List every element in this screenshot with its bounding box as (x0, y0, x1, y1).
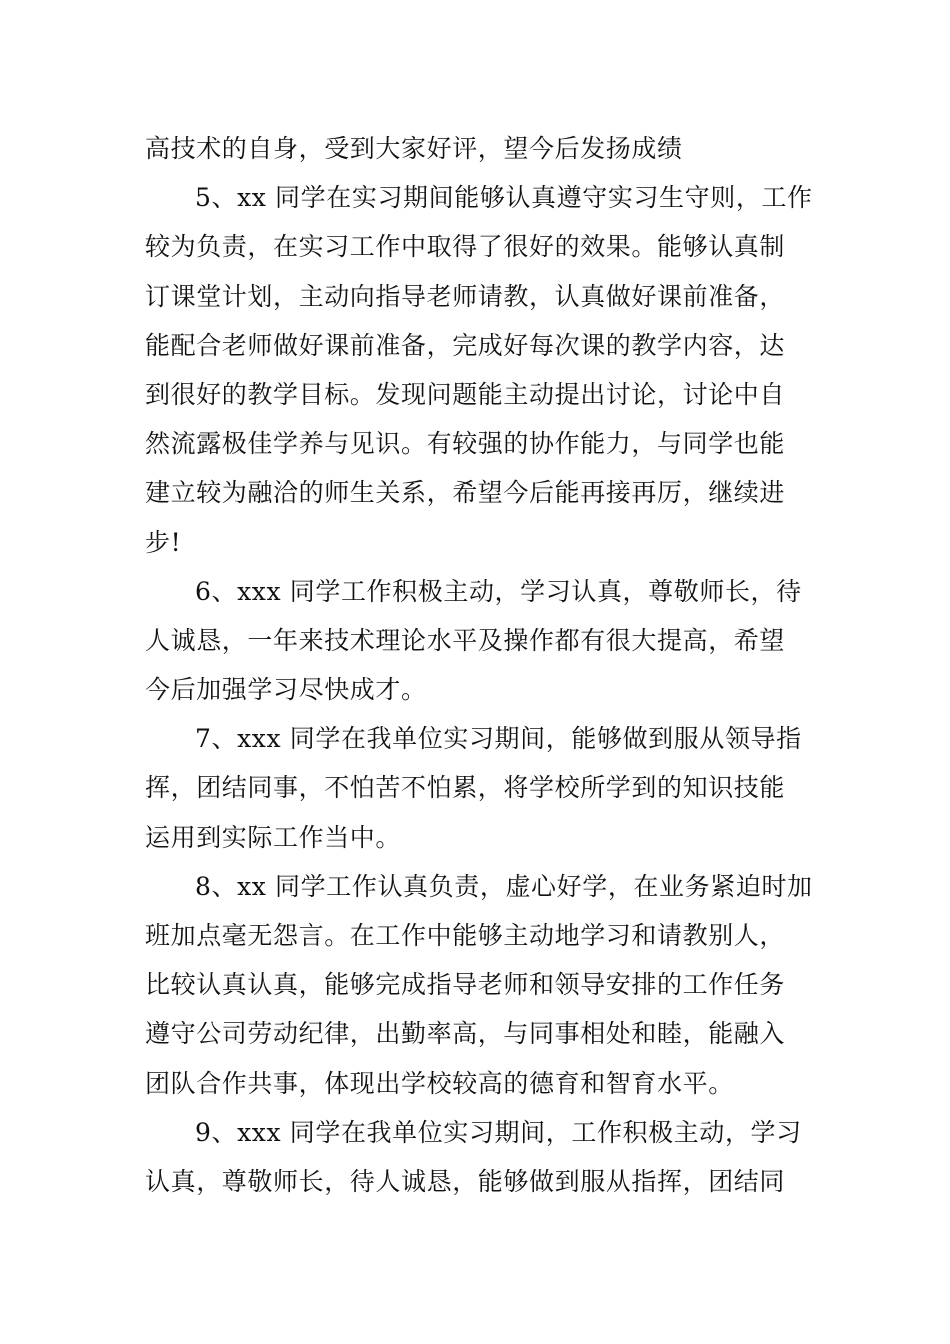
text-line: 认真，尊敬师长，待人诚恳，能够做到服从指挥，团结同 (145, 1166, 786, 1196)
text-line: 然流露极佳学养与见识。有较强的协作能力，与同学也能 (145, 429, 786, 459)
text-line: 今后加强学习尽快成才。 (145, 675, 427, 705)
text-line: 9、xxx 同学在我单位实习期间，工作积极主动，学习 (195, 1117, 802, 1147)
text-line: 挥，团结同事，不怕苦不怕累，将学校所学到的知识技能 (145, 773, 786, 803)
text-line: 步! (145, 527, 182, 557)
paragraph-item-9 (145, 1108, 810, 1206)
text-line: 7、xxx 同学在我单位实习期间，能够做到服从领导指 (195, 724, 802, 754)
paragraph-continuation (145, 124, 810, 173)
text-line: 班加点毫无怨言。在工作中能够主动地学习和请教别人， (145, 921, 786, 950)
paragraph-item-8 (145, 862, 813, 1108)
text-line: 人诚恳，一年来技术理论水平及操作都有很大提高，希望 (145, 625, 786, 655)
text-line: 遵守公司劳动纪律，出勤率高，与同事相处和睦，能融入 (145, 1019, 786, 1049)
text-line: 能配合老师做好课前准备，完成好每次课的教学内容，达 (145, 330, 786, 360)
paragraph-item-5 (145, 173, 813, 567)
paragraph-item-6 (145, 567, 810, 715)
text-line: 8、xx 同学工作认真负责，虚心好学，在业务紧迫时加 (195, 871, 813, 901)
text-line: 到很好的教学目标。发现问题能主动提出讨论，讨论中自 (145, 379, 786, 409)
document-body (145, 124, 813, 1206)
text-line: 运用到实际工作当中。 (145, 822, 402, 852)
text-line: 订课堂计划，主动向指导老师请教，认真做好课前准备， (145, 281, 786, 311)
text-line: 高技术的自身，受到大家好评，望今后发扬成绩 (145, 134, 683, 163)
text-line: 较为负责，在实习工作中取得了很好的效果。能够认真制 (145, 232, 786, 262)
text-line: 比较认真认真，能够完成指导老师和领导安排的工作任务 (145, 970, 786, 1000)
text-line: 团队合作共事，体现出学校较高的德育和智育水平。 (145, 1068, 734, 1098)
text-line: 6、xxx 同学工作积极主动，学习认真，尊敬师长，待 (195, 576, 802, 606)
text-line: 5、xx 同学在实习期间能够认真遵守实习生守则，工作 (195, 183, 813, 213)
paragraph-item-7 (145, 714, 810, 862)
text-line: 建立较为融洽的师生关系，希望今后能再接再厉，继续进 (145, 478, 786, 508)
